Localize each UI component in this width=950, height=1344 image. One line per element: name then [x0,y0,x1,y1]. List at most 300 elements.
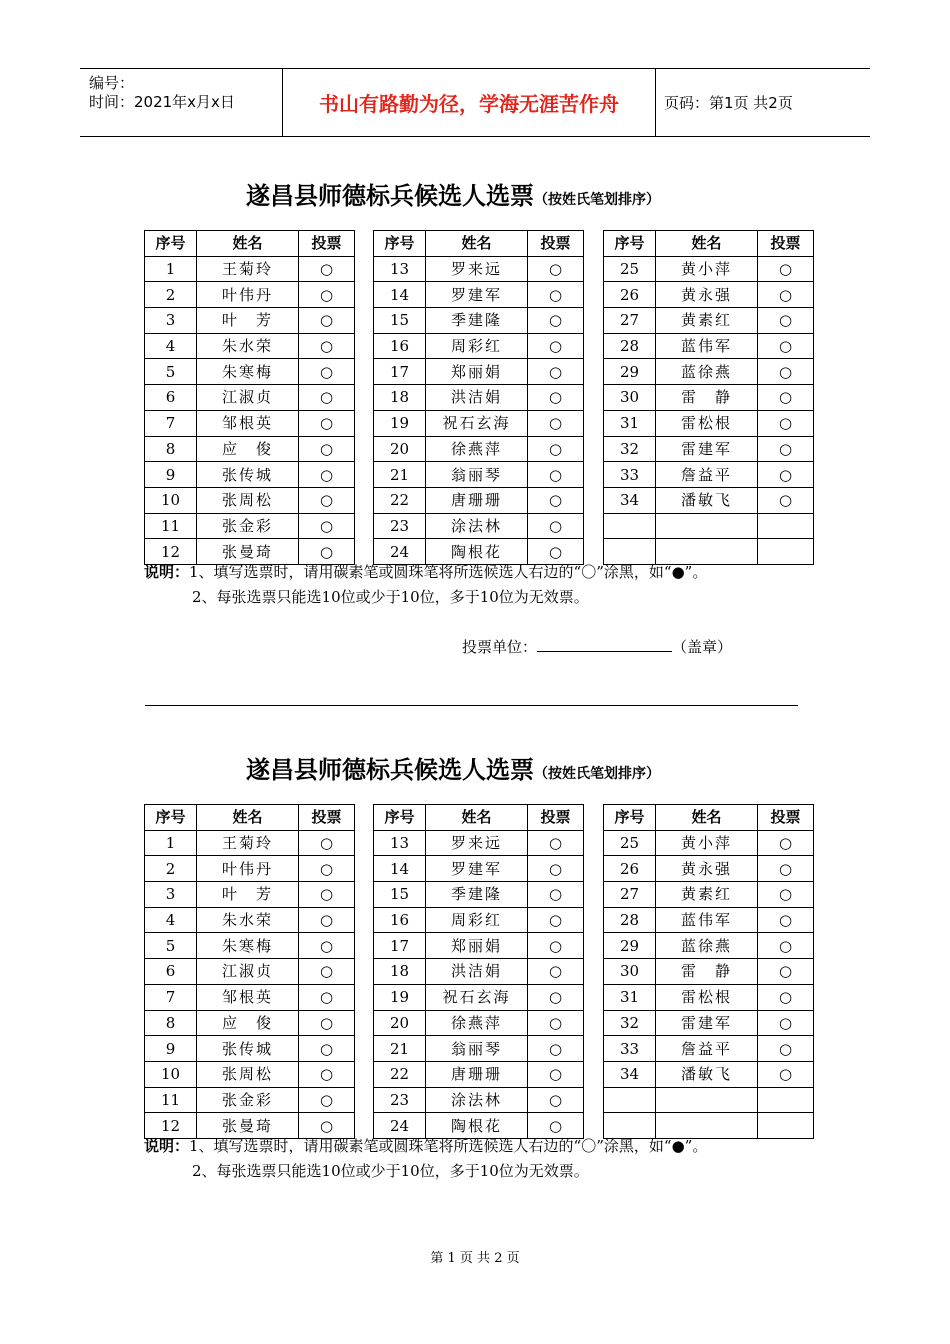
table-row [374,410,584,436]
candidate-number: 5 [145,933,197,959]
candidate-number: 12 [145,1113,197,1139]
candidate-number: 25 [604,256,656,282]
vote-circle[interactable]: ○ [299,1113,355,1139]
candidate-number: 34 [604,487,656,513]
candidate-name: 蓝徐燕 [656,359,758,385]
table-row [604,487,814,513]
vote-circle[interactable]: ○ [299,539,355,565]
candidate-name: 应 俊 [197,1010,299,1036]
candidate-name: 周彩红 [426,333,528,359]
table-row [374,959,584,985]
table-row [145,308,355,334]
candidate-number: 14 [374,856,426,882]
candidate-name: 陶根花 [426,539,528,565]
table-header-row [604,231,814,257]
candidate-name: 叶 芳 [197,882,299,908]
candidate-name [656,513,758,539]
candidate-name: 徐燕萍 [426,436,528,462]
candidate-number: 24 [374,1113,426,1139]
vote-circle[interactable]: ○ [528,1010,584,1036]
vote-circle[interactable]: ○ [299,984,355,1010]
vote-circle[interactable]: ○ [299,282,355,308]
candidate-number: 9 [145,462,197,488]
candidate-number: 4 [145,907,197,933]
candidate-number: 5 [145,359,197,385]
candidate-name: 张周松 [197,487,299,513]
table-row [604,907,814,933]
table-header-row [145,805,355,831]
candidate-name: 祝石玄海 [426,984,528,1010]
candidate-name: 蓝伟军 [656,333,758,359]
candidate-name: 黄素红 [656,308,758,334]
column-header-name: 姓名 [656,231,758,257]
table-row [374,856,584,882]
table-row [145,539,355,565]
candidate-name: 唐珊珊 [426,1061,528,1087]
vote-circle[interactable]: ○ [528,907,584,933]
table-row [374,513,584,539]
candidate-name: 张传城 [197,1036,299,1062]
vote-circle[interactable]: ○ [299,333,355,359]
candidate-number: 29 [604,359,656,385]
vote-circle[interactable]: ○ [528,1036,584,1062]
candidate-number: 2 [145,856,197,882]
voting-unit-field[interactable] [537,637,672,652]
table-row [374,308,584,334]
candidate-name: 雷建军 [656,436,758,462]
table-row [604,959,814,985]
candidate-name: 洪洁娟 [426,385,528,411]
candidate-number: 28 [604,907,656,933]
candidate-name: 郑丽娟 [426,359,528,385]
vote-circle[interactable]: ○ [758,1036,814,1062]
vote-circle[interactable]: ○ [758,359,814,385]
table-row [145,907,355,933]
vote-circle[interactable]: ○ [758,856,814,882]
candidate-number: 22 [374,487,426,513]
candidate-number: 10 [145,487,197,513]
candidate-name: 潘敏飞 [656,487,758,513]
vote-circle[interactable]: ○ [299,907,355,933]
column-header-no: 序号 [145,805,197,831]
table-row [374,333,584,359]
table-header-row [374,231,584,257]
candidate-number: 10 [145,1061,197,1087]
table-row [374,1113,584,1139]
column-header-no: 序号 [604,231,656,257]
column-header-no: 序号 [374,805,426,831]
candidate-number: 24 [374,539,426,565]
table-row [145,333,355,359]
candidate-name: 叶伟丹 [197,856,299,882]
candidate-name: 陶根花 [426,1113,528,1139]
candidate-name: 张曼琦 [197,539,299,565]
candidate-name: 朱水荣 [197,333,299,359]
vote-circle[interactable]: ○ [528,1113,584,1139]
table-row [145,436,355,462]
candidate-name: 雷松根 [656,984,758,1010]
candidate-name: 邹根英 [197,410,299,436]
column-header-vote: 投票 [528,805,584,831]
vote-circle[interactable]: ○ [299,359,355,385]
candidate-number: 34 [604,1061,656,1087]
vote-circle[interactable]: ○ [299,830,355,856]
vote-circle[interactable]: ○ [758,410,814,436]
vote-circle[interactable]: ○ [528,256,584,282]
vote-circle[interactable]: ○ [758,830,814,856]
candidate-name: 黄小萍 [656,256,758,282]
table-header-row [374,805,584,831]
table-row [604,513,814,539]
candidate-name [656,1087,758,1113]
table-row [374,1087,584,1113]
candidate-number: 32 [604,436,656,462]
candidate-name: 祝石玄海 [426,410,528,436]
candidate-number: 21 [374,1036,426,1062]
vote-circle[interactable]: ○ [299,933,355,959]
ballot-title [246,750,660,785]
candidate-number: 29 [604,933,656,959]
candidate-name: 朱寒梅 [197,359,299,385]
vote-circle[interactable]: ○ [758,487,814,513]
ballot-title-main: 遂昌县师德标兵候选人选票 [246,756,534,784]
candidate-name: 江淑贞 [197,385,299,411]
vote-circle[interactable]: ○ [528,539,584,565]
table-row [604,1087,814,1113]
document-header [80,68,870,137]
candidate-number: 21 [374,462,426,488]
column-header-vote: 投票 [299,805,355,831]
header-slogan: 书山有路勤为径，学海无涯苦作舟 [283,69,656,136]
vote-circle[interactable]: ○ [528,513,584,539]
column-header-no: 序号 [145,231,197,257]
table-row [145,882,355,908]
vote-circle [758,1087,814,1113]
vote-circle[interactable]: ○ [528,385,584,411]
candidate-number: 11 [145,513,197,539]
candidate-name: 张金彩 [197,513,299,539]
candidate-table-1 [144,230,355,565]
candidate-name: 雷 静 [656,959,758,985]
table-row [145,1113,355,1139]
candidate-name: 王菊玲 [197,256,299,282]
candidate-number: 19 [374,984,426,1010]
vote-circle[interactable]: ○ [528,1061,584,1087]
table-row [374,539,584,565]
candidate-number: 30 [604,385,656,411]
candidate-name: 涂法林 [426,1087,528,1113]
table-header-row [145,231,355,257]
vote-circle[interactable]: ○ [758,436,814,462]
vote-circle[interactable]: ○ [528,410,584,436]
vote-circle[interactable]: ○ [758,933,814,959]
table-row [604,1036,814,1062]
ballot-title [246,176,660,211]
vote-circle[interactable]: ○ [299,462,355,488]
candidate-number: 26 [604,282,656,308]
candidate-number: 13 [374,256,426,282]
column-header-vote: 投票 [758,231,814,257]
vote-circle[interactable]: ○ [299,1061,355,1087]
column-header-no: 序号 [374,231,426,257]
ballot-note-2: 2、每张选票只能选10位或少于10位，多于10位为无效票。 [192,588,589,606]
table-row [604,462,814,488]
vote-circle[interactable]: ○ [758,1010,814,1036]
candidate-table-3 [603,804,814,1139]
table-row [374,462,584,488]
candidate-number: 11 [145,1087,197,1113]
ballot-title-main: 遂昌县师德标兵候选人选票 [246,182,534,210]
table-row [374,359,584,385]
candidate-name: 蓝徐燕 [656,933,758,959]
vote-circle[interactable]: ○ [758,385,814,411]
candidate-name: 翁丽琴 [426,1036,528,1062]
candidate-number: 3 [145,308,197,334]
vote-circle[interactable]: ○ [528,359,584,385]
column-header-no: 序号 [604,805,656,831]
candidate-number: 31 [604,410,656,436]
column-header-vote: 投票 [528,231,584,257]
table-row [145,282,355,308]
table-row [145,1010,355,1036]
table-row [374,933,584,959]
table-row [604,410,814,436]
header-page-info: 页码：第1页 共2页 [664,94,793,112]
page-footer: 第 1 页 共 2 页 [430,1251,520,1266]
table-row [374,830,584,856]
candidate-name: 张周松 [197,1061,299,1087]
vote-circle[interactable]: ○ [758,907,814,933]
vote-circle[interactable]: ○ [299,882,355,908]
vote-circle[interactable]: ○ [758,256,814,282]
table-row [145,933,355,959]
candidate-number: 31 [604,984,656,1010]
table-row [145,256,355,282]
table-row [145,984,355,1010]
candidate-number: 25 [604,830,656,856]
vote-circle[interactable]: ○ [299,385,355,411]
candidate-number: 16 [374,333,426,359]
vote-circle[interactable]: ○ [299,410,355,436]
candidate-table-1 [144,804,355,1139]
table-row [145,487,355,513]
candidate-number: 20 [374,1010,426,1036]
candidate-number: 23 [374,1087,426,1113]
candidate-name: 蓝伟军 [656,907,758,933]
table-row [145,513,355,539]
candidate-name: 洪洁娟 [426,959,528,985]
vote-circle[interactable]: ○ [758,1061,814,1087]
candidate-number: 22 [374,1061,426,1087]
table-header-row [604,805,814,831]
table-row [374,1061,584,1087]
candidate-name: 季建隆 [426,308,528,334]
candidate-number: 6 [145,959,197,985]
candidate-name: 唐珊珊 [426,487,528,513]
vote-circle[interactable]: ○ [528,933,584,959]
candidate-number [604,1113,656,1139]
vote-circle[interactable]: ○ [299,308,355,334]
candidate-number [604,539,656,565]
candidate-number: 20 [374,436,426,462]
vote-circle[interactable]: ○ [299,1036,355,1062]
table-row [145,959,355,985]
vote-circle [758,513,814,539]
candidate-name: 郑丽娟 [426,933,528,959]
vote-circle[interactable]: ○ [528,436,584,462]
code-label: 编号： [89,74,135,92]
table-row [374,882,584,908]
vote-circle[interactable]: ○ [299,487,355,513]
column-header-vote: 投票 [299,231,355,257]
table-row [145,1087,355,1113]
vote-circle[interactable]: ○ [528,462,584,488]
candidate-name: 朱寒梅 [197,933,299,959]
vote-circle[interactable]: ○ [299,513,355,539]
vote-circle[interactable]: ○ [758,984,814,1010]
vote-circle[interactable]: ○ [758,333,814,359]
vote-circle[interactable]: ○ [528,282,584,308]
vote-circle[interactable]: ○ [528,487,584,513]
vote-circle[interactable]: ○ [299,436,355,462]
column-header-vote: 投票 [758,805,814,831]
vote-circle[interactable]: ○ [758,959,814,985]
candidate-number: 33 [604,1036,656,1062]
candidate-number: 2 [145,282,197,308]
candidate-name [656,539,758,565]
candidate-name: 黄小萍 [656,830,758,856]
vote-circle[interactable]: ○ [758,282,814,308]
table-row [374,282,584,308]
candidate-number: 8 [145,1010,197,1036]
candidate-number: 32 [604,1010,656,1036]
candidate-name: 江淑贞 [197,959,299,985]
table-row [145,410,355,436]
note-label: 说明： [144,1137,190,1155]
candidate-number: 1 [145,830,197,856]
vote-circle[interactable]: ○ [528,984,584,1010]
vote-circle[interactable]: ○ [758,882,814,908]
candidate-name: 黄永强 [656,856,758,882]
candidate-name: 周彩红 [426,907,528,933]
candidate-number: 12 [145,539,197,565]
column-header-name: 姓名 [426,231,528,257]
candidate-number: 3 [145,882,197,908]
table-row [604,539,814,565]
candidate-number: 4 [145,333,197,359]
table-row [145,462,355,488]
candidate-name: 季建隆 [426,882,528,908]
candidate-number: 15 [374,882,426,908]
candidate-number: 18 [374,385,426,411]
column-header-name: 姓名 [197,231,299,257]
candidate-name: 雷建军 [656,1010,758,1036]
candidate-number: 26 [604,856,656,882]
candidate-number: 18 [374,959,426,985]
vote-circle[interactable]: ○ [758,462,814,488]
candidate-name: 朱水荣 [197,907,299,933]
vote-circle[interactable]: ○ [528,830,584,856]
candidate-number: 16 [374,907,426,933]
candidate-number: 17 [374,933,426,959]
candidate-table-2 [373,230,584,565]
table-row [145,1036,355,1062]
candidate-name: 徐燕萍 [426,1010,528,1036]
table-row [604,385,814,411]
ballot-title-sub: （按姓氏笔划排序） [534,766,660,782]
ballot-title-sub: （按姓氏笔划排序） [534,192,660,208]
candidate-name: 涂法林 [426,513,528,539]
vote-circle[interactable]: ○ [528,308,584,334]
column-header-name: 姓名 [197,805,299,831]
vote-circle[interactable]: ○ [528,1087,584,1113]
table-row [604,359,814,385]
table-row [145,830,355,856]
vote-circle[interactable]: ○ [528,959,584,985]
candidate-table-3 [603,230,814,565]
candidate-number [604,513,656,539]
vote-circle[interactable]: ○ [299,959,355,985]
candidate-name: 詹益平 [656,1036,758,1062]
table-row [604,282,814,308]
table-row [604,830,814,856]
candidate-name: 雷 静 [656,385,758,411]
table-row [374,907,584,933]
candidate-number: 13 [374,830,426,856]
time-label: 时间：2021年x月x日 [89,93,235,111]
vote-circle[interactable]: ○ [758,308,814,334]
table-row [604,1061,814,1087]
vote-circle[interactable]: ○ [299,856,355,882]
header-meta [80,69,283,136]
candidate-name: 罗建军 [426,856,528,882]
table-row [374,1036,584,1062]
table-row [604,308,814,334]
voting-unit-line [462,636,732,657]
candidate-name: 罗来远 [426,830,528,856]
candidate-name: 应 俊 [197,436,299,462]
vote-circle[interactable]: ○ [528,856,584,882]
table-row [604,436,814,462]
candidate-number: 19 [374,410,426,436]
candidate-number: 23 [374,513,426,539]
candidate-name: 潘敏飞 [656,1061,758,1087]
vote-circle[interactable]: ○ [299,1010,355,1036]
candidate-number: 17 [374,359,426,385]
candidate-number: 27 [604,882,656,908]
candidate-name: 罗建军 [426,282,528,308]
candidate-number: 28 [604,333,656,359]
vote-circle[interactable]: ○ [299,1087,355,1113]
table-row [604,1113,814,1139]
vote-circle[interactable]: ○ [528,882,584,908]
candidate-number: 33 [604,462,656,488]
candidate-name [656,1113,758,1139]
table-row [604,984,814,1010]
candidate-name: 叶 芳 [197,308,299,334]
table-row [374,1010,584,1036]
candidate-name: 黄素红 [656,882,758,908]
candidate-number: 27 [604,308,656,334]
note-1-text: 1、填写选票时，请用碳素笔或圆珠笔将所选候选人右边的“〇”涂黑，如“●”。 [189,563,708,581]
vote-circle[interactable]: ○ [299,256,355,282]
vote-circle[interactable]: ○ [528,333,584,359]
candidate-number: 9 [145,1036,197,1062]
candidate-name: 张曼琦 [197,1113,299,1139]
candidate-number: 14 [374,282,426,308]
candidate-name: 罗来远 [426,256,528,282]
note-1-text: 1、填写选票时，请用碳素笔或圆珠笔将所选候选人右边的“〇”涂黑，如“●”。 [189,1137,708,1155]
